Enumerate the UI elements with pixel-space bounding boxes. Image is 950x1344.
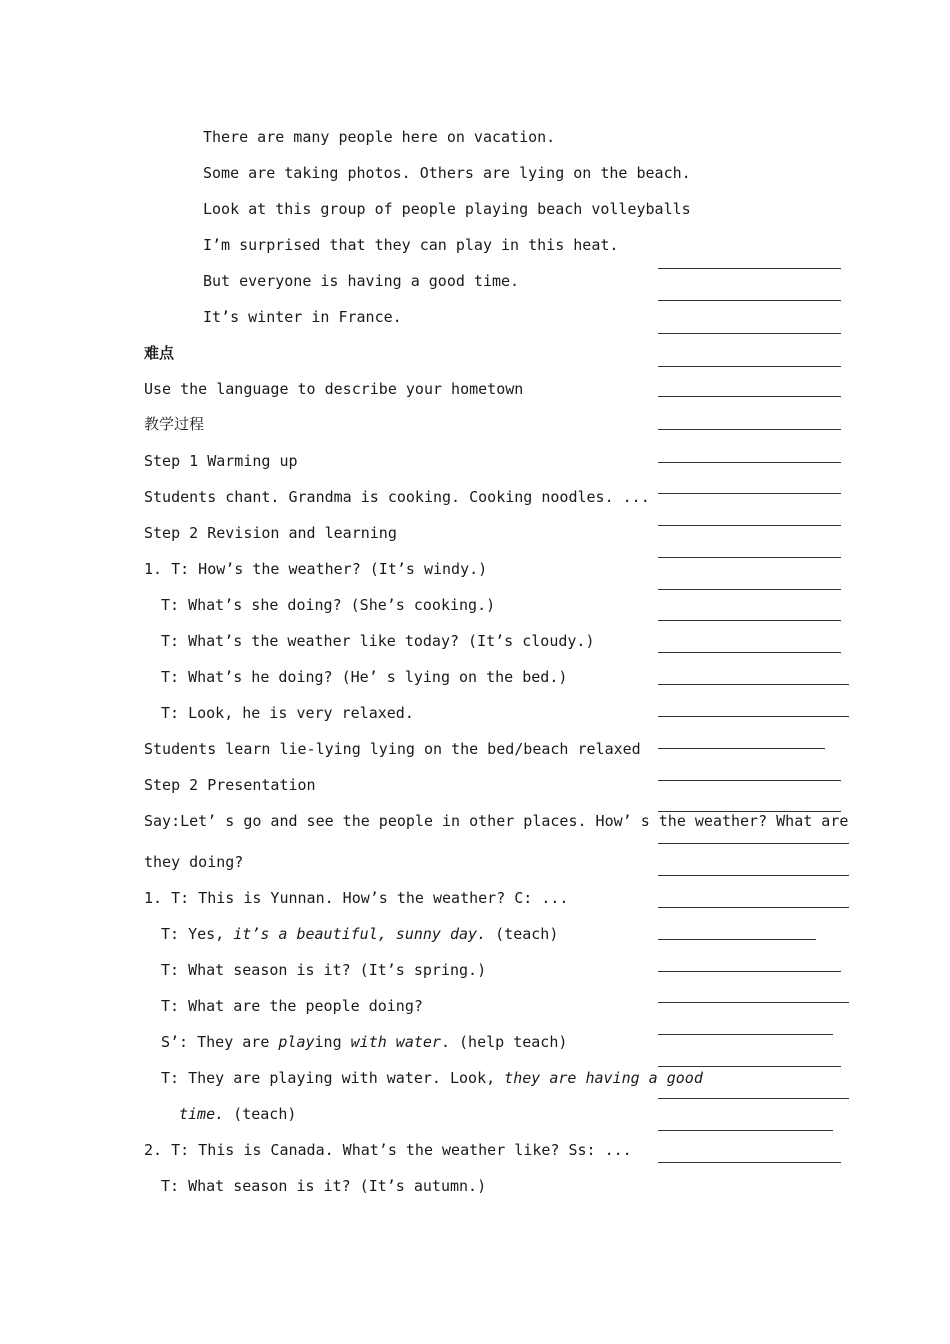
text-line: Look at this group of people playing beach volleyballs xyxy=(203,200,691,218)
text-line: 1. T: How’s the weather? (It’s windy.) xyxy=(144,560,488,578)
note-rule xyxy=(658,652,841,653)
text-line xyxy=(161,1069,703,1087)
text-run: . (help teach) xyxy=(440,1033,568,1051)
step-heading: Step 2 Revision and learning xyxy=(144,524,397,542)
text-run: S’: They are xyxy=(161,1033,279,1051)
text-run: T: Yes, xyxy=(161,925,234,943)
text-line xyxy=(161,925,558,943)
text-line: Students chant. Grandma is cooking. Cooking noodles. ... xyxy=(144,488,650,506)
note-rule xyxy=(658,971,841,972)
text-line: Say:Let’ s go and see the people in other places. How’ s the weather? What are xyxy=(144,812,849,830)
note-rule xyxy=(658,1162,841,1163)
note-rule xyxy=(658,333,841,334)
text-line: There are many people here on vacation. xyxy=(203,128,556,146)
note-rule xyxy=(658,300,841,301)
text-line: T: What’s he doing? (He’ s lying on the bed.) xyxy=(161,668,568,686)
note-rule xyxy=(658,589,841,590)
note-rule xyxy=(658,907,849,908)
note-rule xyxy=(658,716,849,717)
text-line: I’m surprised that they can play in this heat. xyxy=(203,236,619,254)
text-run: (teach) xyxy=(486,925,559,943)
section-heading-process: 教学过程 xyxy=(144,415,205,433)
note-rule xyxy=(658,396,841,397)
note-rule xyxy=(658,748,825,749)
note-rule xyxy=(658,620,841,621)
note-rule xyxy=(658,939,816,940)
text-line xyxy=(161,1033,567,1051)
step-heading: Step 1 Warming up xyxy=(144,452,298,470)
note-rule xyxy=(658,1130,833,1131)
note-rule xyxy=(658,462,841,463)
italic-run: it’s a beautiful, sunny day. xyxy=(233,925,487,943)
text-line: 2. T: This is Canada. What’s the weather like? Ss: ... xyxy=(144,1141,632,1159)
italic-run: time. xyxy=(179,1105,225,1123)
note-rule xyxy=(658,843,849,844)
text-line: Students learn lie-lying lying on the bed/beach relaxed xyxy=(144,740,641,758)
step-heading: Step 2 Presentation xyxy=(144,776,316,794)
note-rule xyxy=(658,1034,833,1035)
note-rule xyxy=(658,780,841,781)
section-heading-difficulties: 难点 xyxy=(144,344,175,362)
text-line: they doing? xyxy=(144,853,244,871)
note-rule xyxy=(658,268,841,269)
text-line: T: What are the people doing? xyxy=(161,997,423,1015)
note-rule xyxy=(658,493,841,494)
text-line: T: What’s the weather like today? (It’s cloudy.) xyxy=(161,632,595,650)
note-rule xyxy=(658,811,841,812)
text-line: T: What’s she doing? (She’s cooking.) xyxy=(161,596,496,614)
note-rule xyxy=(658,1002,849,1003)
text-line xyxy=(179,1105,296,1123)
note-rule xyxy=(658,875,849,876)
note-rule xyxy=(658,1098,849,1099)
note-rule xyxy=(658,429,841,430)
text-line: Some are taking photos. Others are lying on the beach. xyxy=(203,164,691,182)
text-line: T: What season is it? (It’s autumn.) xyxy=(161,1177,487,1195)
text-line: But everyone is having a good time. xyxy=(203,272,520,290)
italic-run: with water xyxy=(350,1033,441,1051)
note-rule xyxy=(658,366,841,367)
text-line: 1. T: This is Yunnan. How’s the weather? C: ... xyxy=(144,889,569,907)
text-line: T: What season is it? (It’s spring.) xyxy=(161,961,487,979)
italic-run: they are having a good xyxy=(504,1069,703,1087)
note-rule xyxy=(658,1066,841,1067)
text-run: ing xyxy=(314,1033,351,1051)
text-line: Use the language to describe your hometown xyxy=(144,380,524,398)
text-run: (teach) xyxy=(224,1105,297,1123)
note-rule xyxy=(658,557,841,558)
note-rule xyxy=(658,684,849,685)
note-rule xyxy=(658,525,841,526)
text-line: T: Look, he is very relaxed. xyxy=(161,704,414,722)
text-line: It’s winter in France. xyxy=(203,308,402,326)
text-run: T: They are playing with water. Look, xyxy=(161,1069,505,1087)
italic-run: play xyxy=(278,1033,315,1051)
